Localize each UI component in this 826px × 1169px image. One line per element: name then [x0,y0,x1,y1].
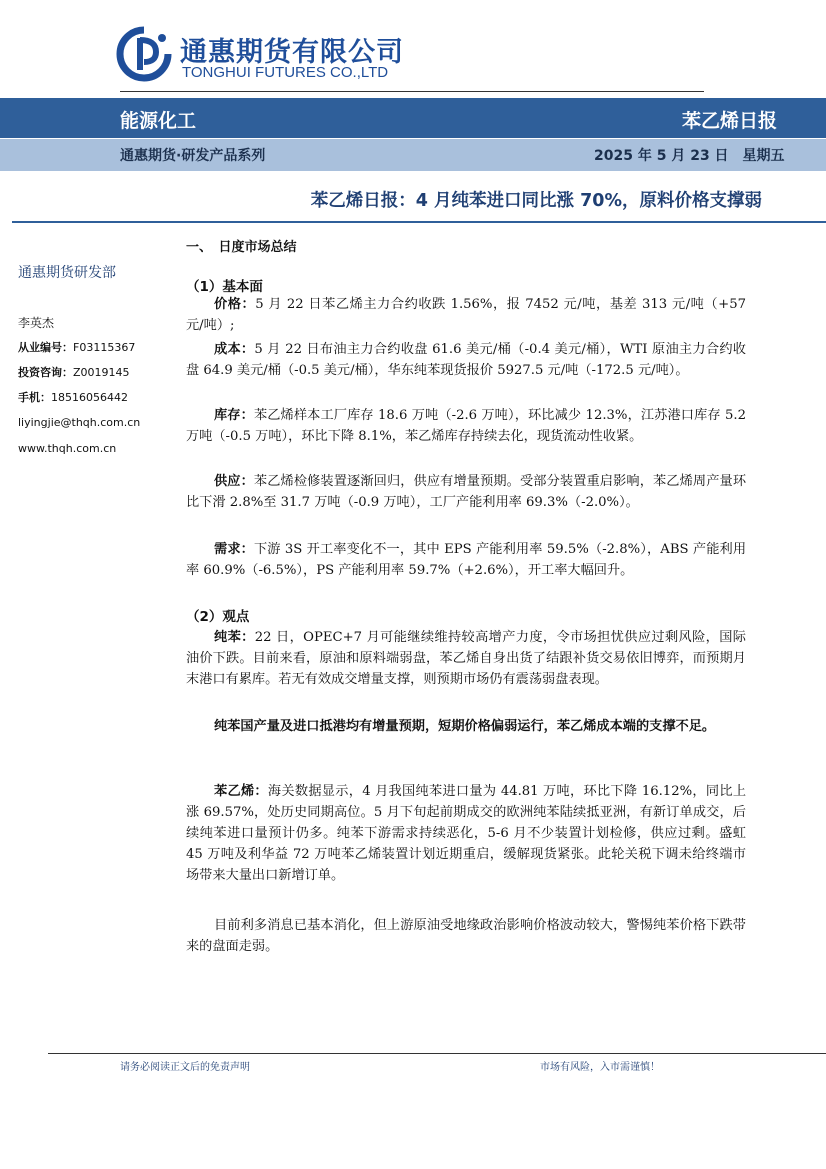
demand-paragraph: 需求：下游 3S 开工率变化不一，其中 EPS 产能利用率 59.5%（-2.8%），ABS 产能利用率 60.9%（-6.5%），PS 产能利用率 59.7%（+2.6%），开工率大幅回升。 [186,542,747,578]
report-type: 苯乙烯日报 [682,110,778,132]
phone-number: 手机：18516056442 [18,391,128,404]
footer-divider [48,1053,826,1054]
supply-paragraph: 供应：苯乙烯检修装置逐渐回归，供应有增量预期。受部分装置重启影响，苯乙烯周产量环比下滑 2.8%至 31.7 万吨（-0.9 万吨），工厂产能利用率 69.3%（-2.0%）。 [186,474,747,510]
subsection-views: （2）观点 [186,609,250,625]
cost-paragraph: 成本：5 月 22 日布油主力合约收盘 61.6 美元/桶（-0.4 美元/桶），WTI 原油主力合约收盘 64.9 美元/桶（-0.5 美元/桶），华东纯苯现货报价 5927.5 元/吨（-172.5 元/吨）。 [186,342,746,378]
report-date: 2025 年 5 月 23 日 星期五 [594,148,785,164]
header-divider [120,91,704,92]
consulting-number: 投资咨询：Z0019145 [18,366,130,379]
inventory-paragraph: 库存：苯乙烯样本工厂库存 18.6 万吨（-2.6 万吨），环比减少 12.3%，江苏港口库存 5.2 万吨（-0.5 万吨），环比下降 8.1%，苯乙烯库存持续去化，现货流动性收紧。 [186,408,747,444]
price-paragraph: 价格：5 月 22 日苯乙烯主力合约收跌 1.56%，报 7452 元/吨，基差 313 元/吨（+57 元/吨）; [186,297,747,333]
subsection-fundamentals: （1）基本面 [186,279,263,295]
report-category: 能源化工 [120,110,197,132]
section-heading: 一、 日度市场总结 [186,240,297,255]
benzene-conclusion: 纯苯国产量及进口抵港均有增量预期，短期价格偏弱运行，苯乙烯成本端的支撑不足。 [214,719,716,734]
website-link[interactable]: www.thqh.com.cn [18,442,117,455]
benzene-paragraph: 纯苯：22 日，OPEC+7 月可能继续维持较高增产力度，令市场担忧供应过剩风险，国际油价下跌。目前来看，原油和原料端弱盘，苯乙烯自身出货了结跟补货交易依旧博弈，而预期月末港口有累库。若无有效成交增量支撑，则预期市场仍有震荡弱盘表现。 [186,630,746,687]
disclaimer-note: 请务必阅读正文后的免责声明 [120,1062,250,1073]
styrene-paragraph: 苯乙烯：海关数据显示，4 月我国纯苯进口量为 44.81 万吨，环比下降 16.12%，同比上涨 69.57%，处历史同期高位。5 月下旬起前期成交的欧洲纯苯陆续抵亚洲，有新订单成交，后续纯苯进口量预计仍多。纯苯下游需求持续恶化，5-6 月不少装置计划检修，供应过剩。盛虹 45 万吨及利华益 72 万吨苯乙烯装置计划近期重启，缓解现货紧张。此轮关税下调未给终端市场带来大量出口新增订单。 [186,784,747,883]
email-link[interactable]: liyingjie@thqh.com.cn [18,416,141,429]
closing-paragraph: 目前利多消息已基本消化，但上游原油受地缘政治影响价格波动较大，警惕纯苯价格下跌带来的盘面走弱。 [186,918,746,954]
research-department: 通惠期货研发部 [18,265,116,281]
title-divider [12,221,826,223]
company-name-cn: 通惠期货有限公司 [180,37,404,68]
report-title: 苯乙烯日报：4 月纯苯进口同比涨 70%，原料价格支撑弱 [310,191,762,211]
author-name: 李英杰 [18,316,55,330]
tonghui-logo-icon [116,26,172,82]
report-series: 通惠期货·研发产品系列 [120,148,266,164]
license-number: 从业编号：F03115367 [18,341,136,354]
company-name-en: TONGHUI FUTURES CO.,LTD [182,64,389,81]
risk-warning: 市场有风险，入市需谨慎！ [540,1062,660,1073]
